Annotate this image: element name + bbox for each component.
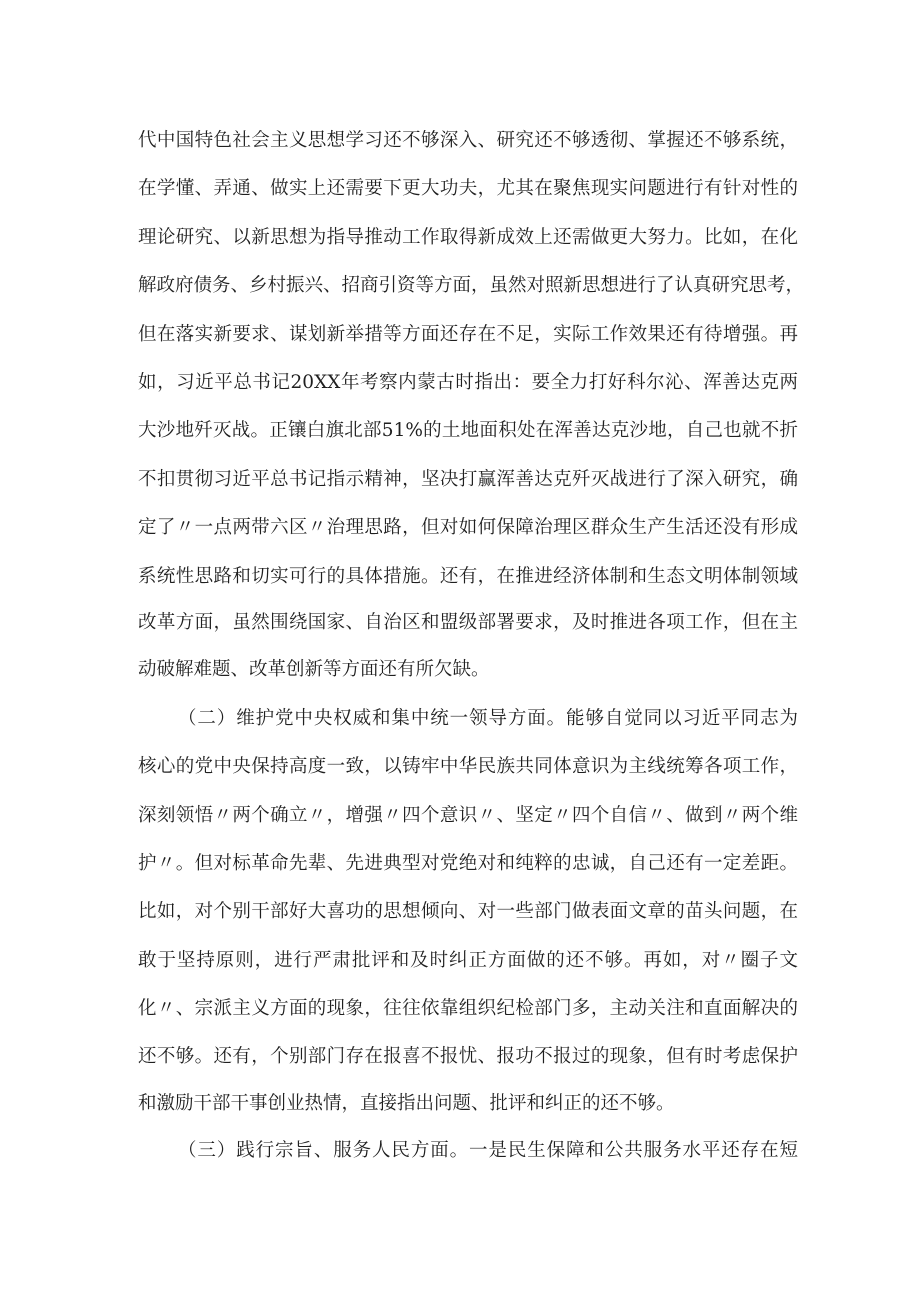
text-line: 比如，对个别干部好大喜功的思想倾向、对一些部门做表面文章的苗头问题，在	[138, 901, 798, 922]
text-line: 大沙地歼灭战。正镶白旗北部51%的土地面积处在浑善达克沙地，自己也就不折	[138, 420, 798, 441]
text-line: 护〃。但对标革命先辈、先进典型对党绝对和纯粹的忠诚，自己还有一定差距。	[138, 853, 798, 874]
text-line: 深刻领悟〃两个确立〃，增强〃四个意识〃、坚定〃四个自信〃、做到〃两个维	[138, 805, 798, 826]
text-line: 代中国特色社会主义思想学习还不够深入、研究还不够透彻、掌握还不够系统，	[138, 130, 798, 151]
text-line: 在学懂、弄通、做实上还需要下更大功夫，尤其在聚焦现实问题进行有针对性的	[138, 178, 798, 199]
text-line: 敢于坚持原则，进行严肃批评和及时纠正方面做的还不够。再如，对〃圈子文	[138, 950, 798, 971]
text-line: 解政府债务、乡村振兴、招商引资等方面，虽然对照新思想进行了认真研究思考，	[138, 275, 805, 296]
section-heading-line: （二）维护党中央权威和集中统一领导方面。能够自觉同以习近平同志为	[178, 708, 798, 729]
text-line: 和激励干部干事创业热情，直接指出问题、批评和纠正的还不够。	[138, 1093, 675, 1114]
text-line: 化〃、宗派主义方面的现象，往往依靠组织纪检部门多，主动关注和直面解决的	[138, 998, 798, 1019]
text-line: 系统性思路和切实可行的具体措施。还有，在推进经济体制和生态文明体制领域	[138, 566, 798, 587]
text-line: 但在落实新要求、谋划新举措等方面还存在不足，实际工作效果还有待增强。再	[138, 324, 798, 345]
text-line: 不扣贯彻习近平总书记指示精神，坚决打赢浑善达克歼灭战进行了深入研究，确	[138, 469, 798, 490]
text-line: 理论研究、以新思想为指导推动工作取得新成效上还需做更大努力。比如，在化	[138, 227, 798, 248]
section-heading-line: （三）践行宗旨、服务人民方面。一是民生保障和公共服务水平还存在短	[178, 1140, 798, 1161]
text-line: 改革方面，虽然围绕国家、自治区和盟级部署要求，及时推进各项工作，但在主	[138, 612, 798, 633]
text-line: 核心的党中央保持高度一致，以铸牢中华民族共同体意识为主线统筹各项工作，	[138, 756, 798, 777]
text-line: 动破解难题、改革创新等方面还有所欠缺。	[138, 659, 490, 680]
text-line: 定了〃一点两带六区〃治理思路，但对如何保障治理区群众生产生活还没有形成	[138, 517, 798, 538]
text-line: 如，习近平总书记20XX年考察内蒙古时指出：要全力打好科尔沁、浑善达克两	[138, 372, 798, 393]
text-line: 还不够。还有，个别部门存在报喜不报忧、报功不报过的现象，但有时考虑保护	[138, 1046, 798, 1067]
